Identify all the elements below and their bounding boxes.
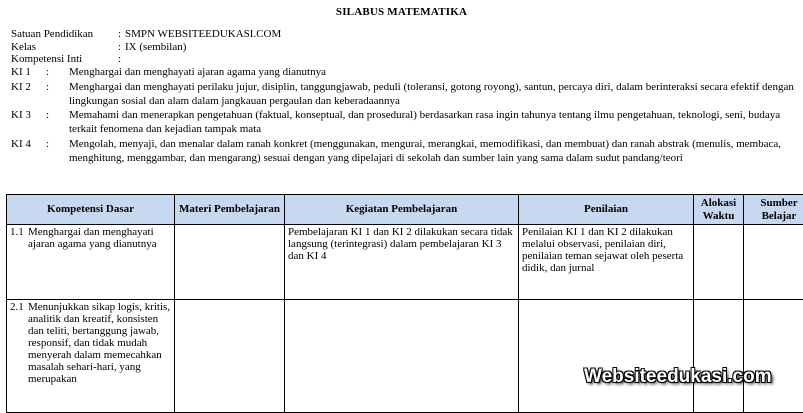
meta-sep: :	[118, 41, 121, 54]
meta-sep: :	[118, 28, 121, 41]
kd-number: 1.1	[10, 226, 28, 250]
ki-sep: :	[46, 137, 49, 151]
ki-key: KI 3	[11, 108, 31, 122]
cell-materi	[175, 225, 285, 300]
header-kompetensi-dasar: Kompetensi Dasar	[7, 195, 175, 225]
ki-text: Menghargai dan menghayati perilaku jujur, disiplin, tanggungjawab, peduli (toleransi, gotong royong), santun, percaya diri, dalam berinteraksi secara efektif dengan lingkungan sosial dan alam dalam jangkauan pergaulan dan keberadaannya	[69, 80, 795, 108]
meta-value: IX (sembilan)	[125, 41, 186, 54]
ki-text: Mengolah, menyaji, dan menalar dalam ranah konkret (menggunakan, mengurai, merangkai, memodifikasi, dan membuat) dan ranah abstrak (menulis, membaca, menghitung, menggambar, dan mengarang) sesuai dengan yang dipelajari di sekolah dan sumber lain yang sama dalam sudut pandang/teori	[69, 137, 795, 165]
cell-sumber	[744, 225, 803, 300]
document-title: SILABUS MATEMATIKA	[0, 6, 803, 18]
ki-text: Menghargai dan menghayati ajaran agama yang dianutnya	[69, 65, 795, 79]
watermark: Websiteedukasi.com	[584, 366, 772, 388]
kd-text: Menunjukkan sikap logis, kritis, analitik dan kreatif, konsisten dan teliti, bertanggung jawab, responsif, dan tidak mudah menyerah dalam memecahkan masalah sehari-hari, yang merupakan	[28, 301, 171, 385]
cell-alokasi	[694, 300, 744, 413]
ki-sep: :	[46, 65, 49, 79]
meta-key: Satuan Pendidikan	[11, 28, 93, 41]
meta-sep: :	[118, 53, 121, 66]
ki-key: KI 4	[11, 137, 31, 151]
table-row	[7, 225, 803, 300]
cell-materi	[175, 300, 285, 413]
cell-penilaian	[519, 300, 694, 413]
ki-key: KI 1	[11, 65, 31, 79]
cell-kompetensi-dasar	[7, 225, 175, 300]
table-row	[7, 300, 803, 413]
cell-alokasi	[694, 225, 744, 300]
ki-text: Memahami dan menerapkan pengetahuan (faktual, konseptual, dan prosedural) berdasarkan rasa ingin tahunya tentang ilmu pengetahuan, teknologi, seni, budaya terkait fenomena dan kejadian tampak mata	[69, 108, 795, 136]
header-sumber: Sumber Belajar	[744, 195, 803, 225]
cell-kegiatan	[285, 300, 519, 413]
meta-key: Kompetensi Inti	[11, 53, 82, 66]
header-materi: Materi Pembelajaran	[175, 195, 285, 225]
header-alokasi: Alokasi Waktu	[694, 195, 744, 225]
header-kegiatan: Kegiatan Pembelajaran	[285, 195, 519, 225]
ki-sep: :	[46, 108, 49, 122]
cell-penilaian: Penilaian KI 1 dan KI 2 dilakukan melalui observasi, penilaian diri, penilaian teman sejawat oleh peserta didik, dan jurnal	[519, 225, 694, 300]
cell-kegiatan: Pembelajaran KI 1 dan KI 2 dilakukan secara tidak langsung (terintegrasi) dalam pembelajaran KI 3 dan KI 4	[285, 225, 519, 300]
ki-sep: :	[46, 80, 49, 94]
meta-value: SMPN WEBSITEEDUKASI.COM	[125, 28, 281, 41]
cell-kompetensi-dasar	[7, 300, 175, 413]
kd-text: Menghargai dan menghayati ajaran agama yang dianutnya	[28, 226, 171, 250]
cell-sumber	[744, 300, 803, 413]
kd-number: 2.1	[10, 301, 28, 385]
header-penilaian: Penilaian	[519, 195, 694, 225]
ki-key: KI 2	[11, 80, 31, 94]
table-header-row	[7, 195, 803, 225]
meta-key: Kelas	[11, 41, 36, 54]
